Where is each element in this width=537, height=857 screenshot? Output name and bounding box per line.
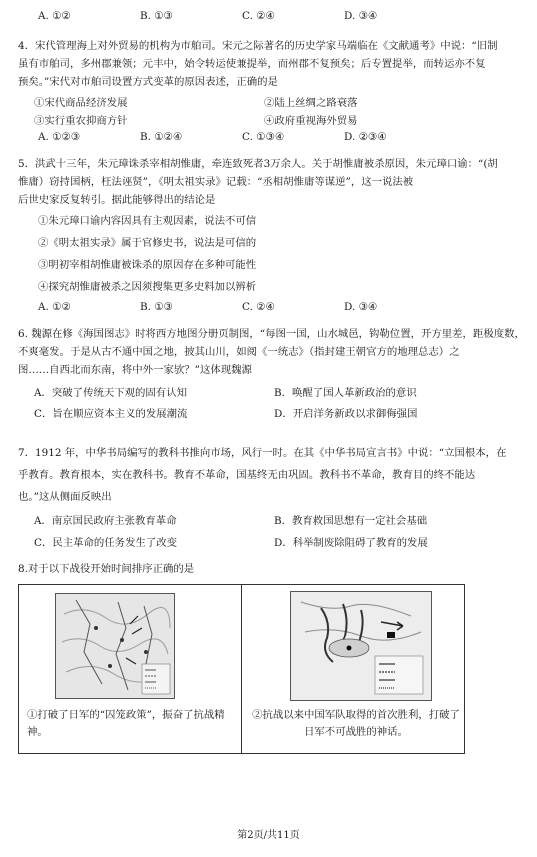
q8-cell-1-caption: ①打破了日军的“囚笼政策”，振奋了抗战精神。 xyxy=(27,709,225,738)
q7-option-c: C．民主革命的任务发生了改变 xyxy=(34,537,178,549)
q5-option-c: C. ②④ xyxy=(242,301,275,313)
q4-item-4: ④政府重视海外贸易 xyxy=(264,115,358,127)
q6-options-row-2 xyxy=(34,405,514,420)
option-b: B. ①③ xyxy=(140,10,173,22)
q6-options-row-1 xyxy=(34,384,514,399)
q7-option-b: B．教育救国思想有一定社会基础 xyxy=(274,515,428,527)
q8-battle-table xyxy=(18,584,465,754)
battle-map-2-drawing xyxy=(291,592,431,700)
q4-stem-line-2: 虽有市舶司，多州郡兼领；元丰中，始令转运使兼提举，而州郡不复预矣；后专置提举，而转运亦不复 xyxy=(18,58,486,70)
q4-option-b: B. ①②④ xyxy=(140,131,183,143)
q4-item-2: ②陆上丝绸之路衰落 xyxy=(264,97,358,109)
q7-stem-line-3: 也。”这从侧面反映出 xyxy=(18,491,112,503)
q4-option-a: A. ①②③ xyxy=(38,131,81,143)
q6-option-c: C．旨在顺应资本主义的发展潮流 xyxy=(34,408,188,420)
battle-map-1-drawing xyxy=(56,594,174,698)
previous-question-options xyxy=(38,10,508,22)
q8-cell-1 xyxy=(19,585,242,753)
q5-item-2: ②《明太祖实录》属于官修史书，说法是可信的 xyxy=(38,237,257,249)
q6-option-d: D．开启洋务新政以求御侮强国 xyxy=(274,408,418,420)
q4-option-c: C. ①③④ xyxy=(242,131,285,143)
battle-map-1 xyxy=(55,593,175,699)
q6-option-a: A．突破了传统天下观的固有认知 xyxy=(34,387,187,399)
q6-stem-line-1: 6. 魏源在修《海国图志》时将西方地图分册页制图，“每图一国，山水城邑，钩勒位置，开方里差，距极度数， xyxy=(18,328,525,340)
q8-stem: 8.对于以下战役开始时间排序正确的是 xyxy=(18,563,195,575)
q7-options-row-2 xyxy=(34,534,514,549)
q4-stem-line-1: 4．宋代管理海上对外贸易的机构为市舶司。宋元之际著名的历史学家马端临在《文献通考》中说：“旧制 xyxy=(18,40,498,52)
q7-stem-line-1: 7．1912 年，中华书局编写的教科书推向市场，风行一时。在其《中华书局宣言书》中说：“立国根本，在 xyxy=(18,447,507,459)
battle-map-2 xyxy=(290,591,432,701)
q4-option-d: D. ②③④ xyxy=(344,131,387,143)
q5-option-a: A. ①② xyxy=(38,301,71,313)
q5-stem-line-2: 惟庸）窃持国柄，枉法诬贤”，《明太祖实录》记载：“丞相胡惟庸等谋逆”，这一说法被 xyxy=(18,176,414,188)
q5-options xyxy=(38,301,508,313)
q4-item-1: ①宋代商品经济发展 xyxy=(34,97,128,109)
q4-items-row-2 xyxy=(34,112,494,127)
q5-stem-line-3: 后世史家反复转引。据此能够得出的结论是 xyxy=(18,194,216,206)
page-footer: 第2页/共11页 xyxy=(237,830,300,841)
q7-options-row-1 xyxy=(34,512,514,527)
q7-stem-line-2: 乎教育。教育根本，实在教科书。教育不革命，国基终无由巩固。教科书不革命，教育目的终不能达 xyxy=(18,469,476,481)
q8-cell-2-caption: ②抗战以来中国军队取得的首次胜利，打破了日军不可战胜的神话。 xyxy=(252,709,460,738)
q4-items-row-1 xyxy=(34,94,494,109)
q5-option-d: D. ③④ xyxy=(344,301,378,313)
option-d: D. ③④ xyxy=(344,10,378,22)
q6-stem-line-3: 图……自西北而东南，将中外一家欤？”这体现魏源 xyxy=(18,364,252,376)
q5-item-4: ④探究胡惟庸被杀之因须搜集更多史料加以辨析 xyxy=(38,281,257,293)
q6-option-b: B．唤醒了国人革新政治的意识 xyxy=(274,387,417,399)
option-a: A. ①② xyxy=(38,10,71,22)
q7-option-a: A．南京国民政府主张教育革命 xyxy=(34,515,177,527)
q5-stem-line-1: 5．洪武十三年，朱元璋诛杀宰相胡惟庸，牵连致死者3万余人。关于胡惟庸被杀原因，朱元璋口谕：“(胡 xyxy=(18,158,498,170)
q5-option-b: B. ①③ xyxy=(140,301,173,313)
q4-options xyxy=(38,131,508,143)
q7-option-d: D．科举制废除阻碍了教育的发展 xyxy=(274,537,428,549)
q6-stem-line-2: 不爽毫发。于是从古不通中国之地，披其山川，如阅《一统志》（指封建王朝官方的地理总志）之 xyxy=(18,346,460,358)
q4-item-3: ③实行重农抑商方针 xyxy=(34,115,128,127)
q5-item-3: ③明初宰相胡惟庸被诛杀的原因存在多种可能性 xyxy=(38,259,257,271)
option-c: C. ②④ xyxy=(242,10,275,22)
q5-item-1: ①朱元璋口谕内容因具有主观因素，说法不可信 xyxy=(38,215,257,227)
q8-cell-2 xyxy=(242,585,464,753)
q4-stem-line-3: 预矣。”宋代对市舶司设置方式变革的原因表述，正确的是 xyxy=(18,76,278,88)
